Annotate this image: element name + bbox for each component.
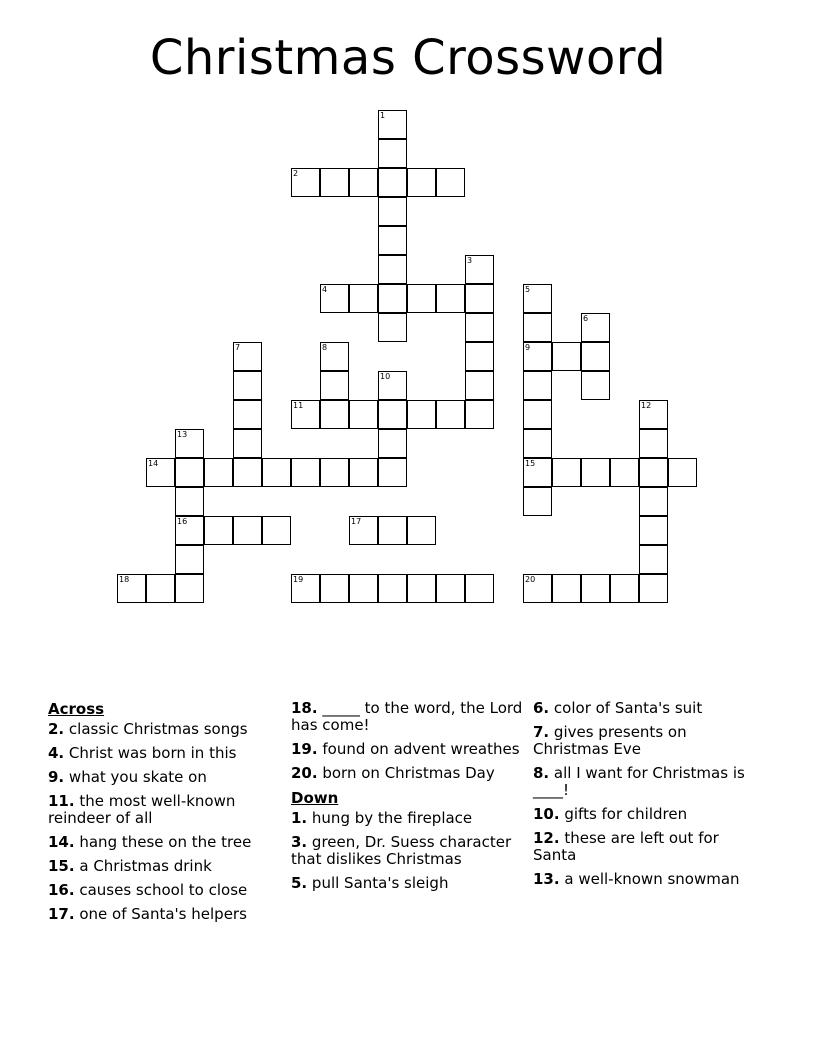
crossword-cell[interactable] <box>407 400 436 429</box>
clue-number: 16 <box>177 517 188 526</box>
crossword-cell[interactable] <box>378 168 407 197</box>
crossword-cell[interactable] <box>204 516 233 545</box>
clue-number: 13 <box>177 430 188 439</box>
clue-text: the most well-known reindeer of all <box>48 792 236 827</box>
crossword-cell[interactable] <box>610 574 639 603</box>
clue-number: 16. <box>48 881 75 899</box>
clue-item <box>533 871 765 888</box>
clue-number: 3. <box>291 833 308 851</box>
crossword-cell[interactable] <box>320 400 349 429</box>
clue-text: color of Santa's suit <box>553 699 703 717</box>
crossword-cell[interactable] <box>349 400 378 429</box>
crossword-cell[interactable] <box>291 400 320 429</box>
clue-text: Christ was born in this <box>68 744 237 762</box>
crossword-cell[interactable] <box>146 458 175 487</box>
crossword-cell[interactable] <box>320 458 349 487</box>
crossword-cell[interactable] <box>610 458 639 487</box>
crossword-cell[interactable] <box>291 168 320 197</box>
clue-item <box>291 765 523 782</box>
clue-number: 17. <box>48 905 75 923</box>
crossword-cell[interactable] <box>668 458 697 487</box>
clue-number: 13. <box>533 870 560 888</box>
crossword-cell[interactable] <box>465 255 494 284</box>
crossword-cell[interactable] <box>378 197 407 226</box>
clue-number: 14. <box>48 833 75 851</box>
clue-number: 2. <box>48 720 65 738</box>
clue-number: 6. <box>533 699 550 717</box>
crossword-cell[interactable] <box>552 458 581 487</box>
crossword-cell[interactable] <box>233 516 262 545</box>
crossword-cell[interactable] <box>117 574 146 603</box>
clue-item <box>291 810 523 827</box>
clue-number: 11. <box>48 792 75 810</box>
crossword-cell[interactable] <box>639 429 668 458</box>
clue-item <box>533 724 765 758</box>
clue-text: a Christmas drink <box>79 857 212 875</box>
clue-number: 15. <box>48 857 75 875</box>
crossword-cell[interactable] <box>291 574 320 603</box>
clue-number: 9. <box>48 768 65 786</box>
clue-text: born on Christmas Day <box>322 764 495 782</box>
crossword-cell[interactable] <box>233 400 262 429</box>
clue-number: 5. <box>291 874 308 892</box>
crossword-cell[interactable] <box>407 284 436 313</box>
clue-text: all I want for Christmas is ____! <box>533 764 745 799</box>
clue-number: 4. <box>48 744 65 762</box>
crossword-cell[interactable] <box>320 574 349 603</box>
clue-item <box>291 741 523 758</box>
crossword-cell[interactable] <box>523 313 552 342</box>
crossword-cell[interactable] <box>349 516 378 545</box>
crossword-cell[interactable] <box>581 371 610 400</box>
crossword-cell[interactable] <box>349 458 378 487</box>
crossword-cell[interactable] <box>175 429 204 458</box>
clue-number: 19 <box>293 575 304 584</box>
clue-number: 5 <box>525 285 531 294</box>
crossword-cell[interactable] <box>523 458 552 487</box>
crossword-cell[interactable] <box>523 342 552 371</box>
crossword-cell[interactable] <box>465 284 494 313</box>
clue-item <box>48 834 280 851</box>
crossword-cell[interactable] <box>436 574 465 603</box>
crossword-cell[interactable] <box>436 400 465 429</box>
clue-item <box>291 875 523 892</box>
clue-number: 10. <box>533 805 560 823</box>
crossword-cell[interactable] <box>175 487 204 516</box>
crossword-cell[interactable] <box>407 574 436 603</box>
clue-number: 12. <box>533 829 560 847</box>
crossword-cell[interactable] <box>378 516 407 545</box>
crossword-cell[interactable] <box>378 284 407 313</box>
crossword-cell[interactable] <box>552 574 581 603</box>
crossword-cell[interactable] <box>523 487 552 516</box>
crossword-cell[interactable] <box>204 458 233 487</box>
clue-item <box>48 745 280 762</box>
clue-text: gifts for children <box>564 805 688 823</box>
crossword-cell[interactable] <box>465 574 494 603</box>
clue-item <box>533 765 765 799</box>
clue-item <box>48 882 280 899</box>
crossword-cell[interactable] <box>320 371 349 400</box>
clue-text: gives presents on Christmas Eve <box>533 723 687 758</box>
clue-number: 9 <box>525 343 531 352</box>
clue-number: 7. <box>533 723 550 741</box>
crossword-cell[interactable] <box>552 342 581 371</box>
crossword-cell[interactable] <box>378 574 407 603</box>
clue-number: 2 <box>293 169 299 178</box>
crossword-cell[interactable] <box>581 313 610 342</box>
clue-text: a well-known snowman <box>564 870 740 888</box>
clue-text: these are left out for Santa <box>533 829 719 864</box>
crossword-cell[interactable] <box>262 516 291 545</box>
crossword-cell[interactable] <box>465 313 494 342</box>
crossword-cell[interactable] <box>639 400 668 429</box>
clue-number: 1. <box>291 809 308 827</box>
crossword-cell[interactable] <box>407 168 436 197</box>
clue-text: pull Santa's sleigh <box>311 874 449 892</box>
clue-item <box>533 806 765 823</box>
crossword-cell[interactable] <box>349 168 378 197</box>
crossword-cell[interactable] <box>378 429 407 458</box>
crossword-cell[interactable] <box>378 400 407 429</box>
clue-number: 11 <box>293 401 304 410</box>
crossword-cell[interactable] <box>175 545 204 574</box>
clue-item <box>48 858 280 875</box>
clue-item <box>533 700 765 717</box>
clues-column-2 <box>291 700 523 899</box>
crossword-cell[interactable] <box>581 574 610 603</box>
crossword-cell[interactable] <box>639 487 668 516</box>
crossword-cell[interactable] <box>523 574 552 603</box>
crossword-cell[interactable] <box>320 168 349 197</box>
clue-number: 20 <box>525 575 536 584</box>
crossword-cell[interactable] <box>436 284 465 313</box>
clue-number: 14 <box>148 459 159 468</box>
crossword-cell[interactable] <box>639 574 668 603</box>
crossword-cell[interactable] <box>233 429 262 458</box>
clues-column-3 <box>533 700 765 895</box>
clue-text: one of Santa's helpers <box>79 905 247 923</box>
crossword-cell[interactable] <box>378 371 407 400</box>
page-title: Christmas Crossword <box>149 30 667 86</box>
crossword-cell[interactable] <box>378 313 407 342</box>
across-heading: Across <box>48 700 105 718</box>
crossword-cell[interactable] <box>436 168 465 197</box>
crossword-cell[interactable] <box>378 110 407 139</box>
clue-text: hang these on the tree <box>79 833 252 851</box>
across-clue-list-continued <box>291 700 523 782</box>
crossword-cell[interactable] <box>146 574 175 603</box>
clue-number: 1 <box>380 111 386 120</box>
across-clue-list <box>48 721 280 923</box>
clue-number: 17 <box>351 517 362 526</box>
crossword-cell[interactable] <box>320 342 349 371</box>
crossword-cell[interactable] <box>581 342 610 371</box>
crossword-cell[interactable] <box>523 371 552 400</box>
crossword-cell[interactable] <box>175 516 204 545</box>
crossword-cell[interactable] <box>320 284 349 313</box>
down-clue-list <box>291 810 523 892</box>
clue-number: 8 <box>322 343 328 352</box>
crossword-cell[interactable] <box>465 400 494 429</box>
clue-item <box>48 793 280 827</box>
down-clue-list-continued <box>533 700 765 888</box>
crossword-cell[interactable] <box>262 458 291 487</box>
clue-number: 18. <box>291 699 318 717</box>
crossword-cell[interactable] <box>233 371 262 400</box>
crossword-cell[interactable] <box>639 545 668 574</box>
crossword-cell[interactable] <box>378 255 407 284</box>
crossword-cell[interactable] <box>378 226 407 255</box>
crossword-cell[interactable] <box>581 458 610 487</box>
clue-number: 12 <box>641 401 652 410</box>
clue-text: what you skate on <box>68 768 207 786</box>
clue-number: 8. <box>533 764 550 782</box>
clue-text: classic Christmas songs <box>68 720 248 738</box>
clue-item <box>533 830 765 864</box>
crossword-cell[interactable] <box>349 284 378 313</box>
down-heading: Down <box>291 789 339 807</box>
clues-column-1 <box>48 700 280 930</box>
clue-number: 15 <box>525 459 536 468</box>
clue-text: hung by the fireplace <box>311 809 473 827</box>
clue-text: _____ to the word, the Lord has come! <box>291 699 523 734</box>
crossword-cell[interactable] <box>639 516 668 545</box>
clue-number: 19. <box>291 740 318 758</box>
clue-item <box>48 721 280 738</box>
crossword-cell[interactable] <box>407 516 436 545</box>
crossword-cell[interactable] <box>175 574 204 603</box>
clue-item <box>291 834 523 868</box>
clue-number: 3 <box>467 256 473 265</box>
clue-number: 20. <box>291 764 318 782</box>
clue-number: 18 <box>119 575 130 584</box>
crossword-cell[interactable] <box>175 458 204 487</box>
clue-text: green, Dr. Suess character that dislikes Christmas <box>291 833 512 868</box>
crossword-cell[interactable] <box>465 371 494 400</box>
clue-text: causes school to close <box>79 881 248 899</box>
clue-item <box>48 769 280 786</box>
crossword-cell[interactable] <box>378 458 407 487</box>
crossword-cell[interactable] <box>349 574 378 603</box>
clue-number: 4 <box>322 285 328 294</box>
crossword-cell[interactable] <box>233 342 262 371</box>
crossword-cell[interactable] <box>523 429 552 458</box>
clue-number: 7 <box>235 343 241 352</box>
clue-item <box>291 700 523 734</box>
crossword-cell[interactable] <box>465 342 494 371</box>
clue-item <box>48 906 280 923</box>
crossword-cell[interactable] <box>233 458 262 487</box>
crossword-cell[interactable] <box>378 139 407 168</box>
crossword-cell[interactable] <box>639 458 668 487</box>
crossword-cell[interactable] <box>291 458 320 487</box>
crossword-cell[interactable] <box>523 400 552 429</box>
clue-number: 6 <box>583 314 589 323</box>
crossword-cell[interactable] <box>523 284 552 313</box>
clue-text: found on advent wreathes <box>322 740 520 758</box>
clue-number: 10 <box>380 372 391 381</box>
